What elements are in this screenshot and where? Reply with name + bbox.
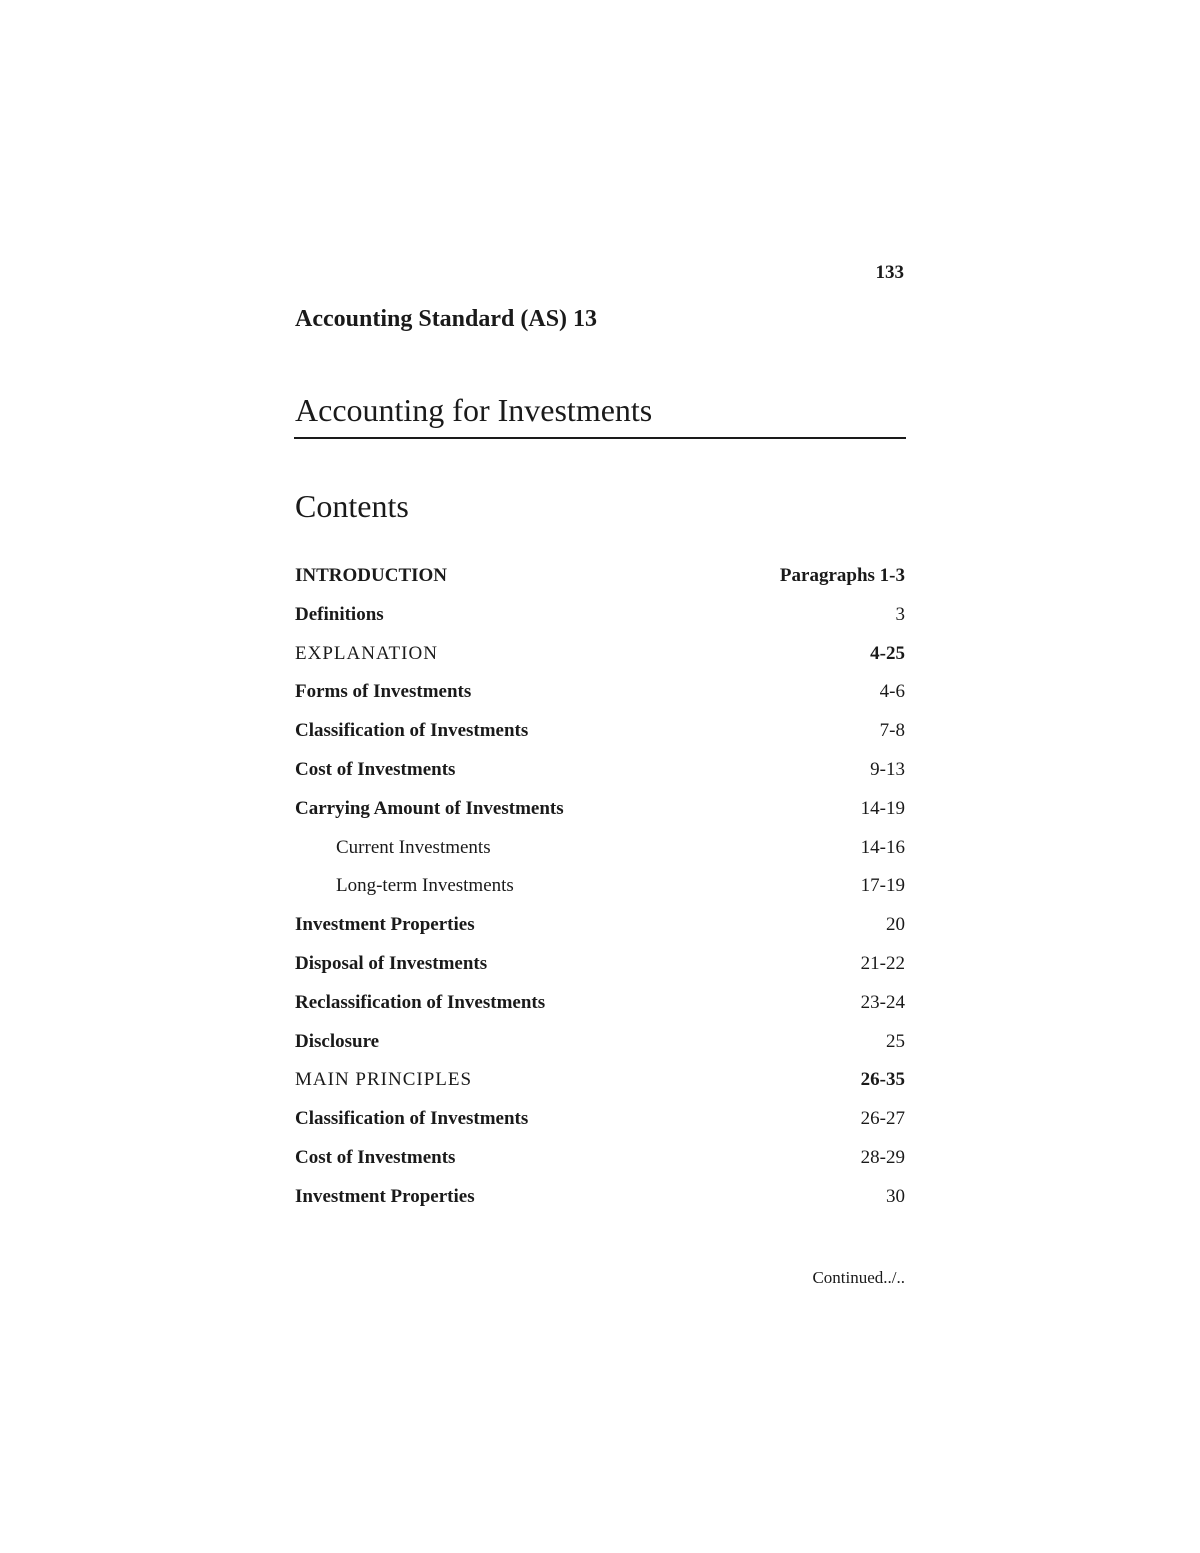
toc-row	[295, 1031, 905, 1070]
toc-paragraphs: 4-25	[870, 642, 905, 664]
toc-paragraphs: 14-16	[860, 836, 905, 858]
toc-row	[295, 1186, 905, 1225]
toc-subrow	[295, 875, 905, 914]
toc-label: Current Investments	[336, 836, 491, 858]
toc-label: INTRODUCTION	[295, 565, 448, 586]
toc-row-main-principles	[295, 1069, 905, 1108]
toc-row	[295, 1108, 905, 1147]
toc-label: EXPLANATION	[295, 642, 438, 664]
toc-row	[295, 992, 905, 1031]
standard-label: Accounting Standard (AS) 13	[295, 306, 598, 332]
toc-paragraphs: 7-8	[879, 720, 905, 742]
toc-label: Reclassification of Investments	[295, 991, 546, 1013]
toc-paragraphs: 3	[895, 603, 905, 625]
toc-label: Disposal of Investments	[295, 952, 488, 974]
toc-row-explanation	[295, 643, 905, 682]
toc-label: Investment Properties	[295, 1185, 475, 1207]
document-title: Accounting for Investments	[295, 392, 653, 428]
toc-row-introduction	[295, 565, 905, 604]
table-of-contents	[295, 565, 905, 1225]
toc-paragraphs: 26-27	[860, 1108, 905, 1130]
contents-heading: Contents	[295, 488, 409, 524]
toc-paragraphs: 21-22	[860, 952, 905, 974]
toc-label: Classification of Investments	[295, 720, 529, 742]
title-divider	[294, 437, 906, 439]
toc-paragraphs: 4-6	[879, 681, 905, 703]
toc-label: Forms of Investments	[295, 681, 472, 703]
toc-row	[295, 1147, 905, 1186]
toc-label: Cost of Investments	[295, 758, 456, 780]
toc-label: Cost of Investments	[295, 1146, 456, 1168]
continued-note: Continued../..	[812, 1268, 905, 1287]
toc-row	[295, 914, 905, 953]
toc-row	[295, 604, 905, 643]
toc-paragraphs: 26-35	[860, 1069, 905, 1091]
toc-paragraphs: 14-19	[860, 797, 905, 819]
toc-row	[295, 798, 905, 837]
toc-paragraphs: Paragraphs 1-3	[779, 565, 905, 586]
toc-row	[295, 759, 905, 798]
toc-paragraphs: 23-24	[860, 991, 905, 1013]
toc-row	[295, 720, 905, 759]
toc-label: MAIN PRINCIPLES	[295, 1069, 473, 1091]
toc-label: Carrying Amount of Investments	[295, 797, 564, 819]
toc-label: Investment Properties	[295, 914, 475, 936]
toc-subrow	[295, 837, 905, 876]
toc-paragraphs: 9-13	[870, 758, 905, 780]
toc-paragraphs: 30	[886, 1185, 905, 1207]
toc-row	[295, 953, 905, 992]
toc-label: Disclosure	[295, 1030, 380, 1052]
page-number: 133	[875, 262, 904, 283]
toc-paragraphs: 20	[886, 914, 905, 936]
toc-label: Classification of Investments	[295, 1108, 529, 1130]
toc-label: Long-term Investments	[336, 875, 514, 897]
toc-paragraphs: 28-29	[860, 1146, 905, 1168]
toc-label: Definitions	[295, 603, 384, 625]
toc-paragraphs: 17-19	[860, 875, 905, 897]
toc-paragraphs: 25	[886, 1030, 905, 1052]
toc-row	[295, 681, 905, 720]
